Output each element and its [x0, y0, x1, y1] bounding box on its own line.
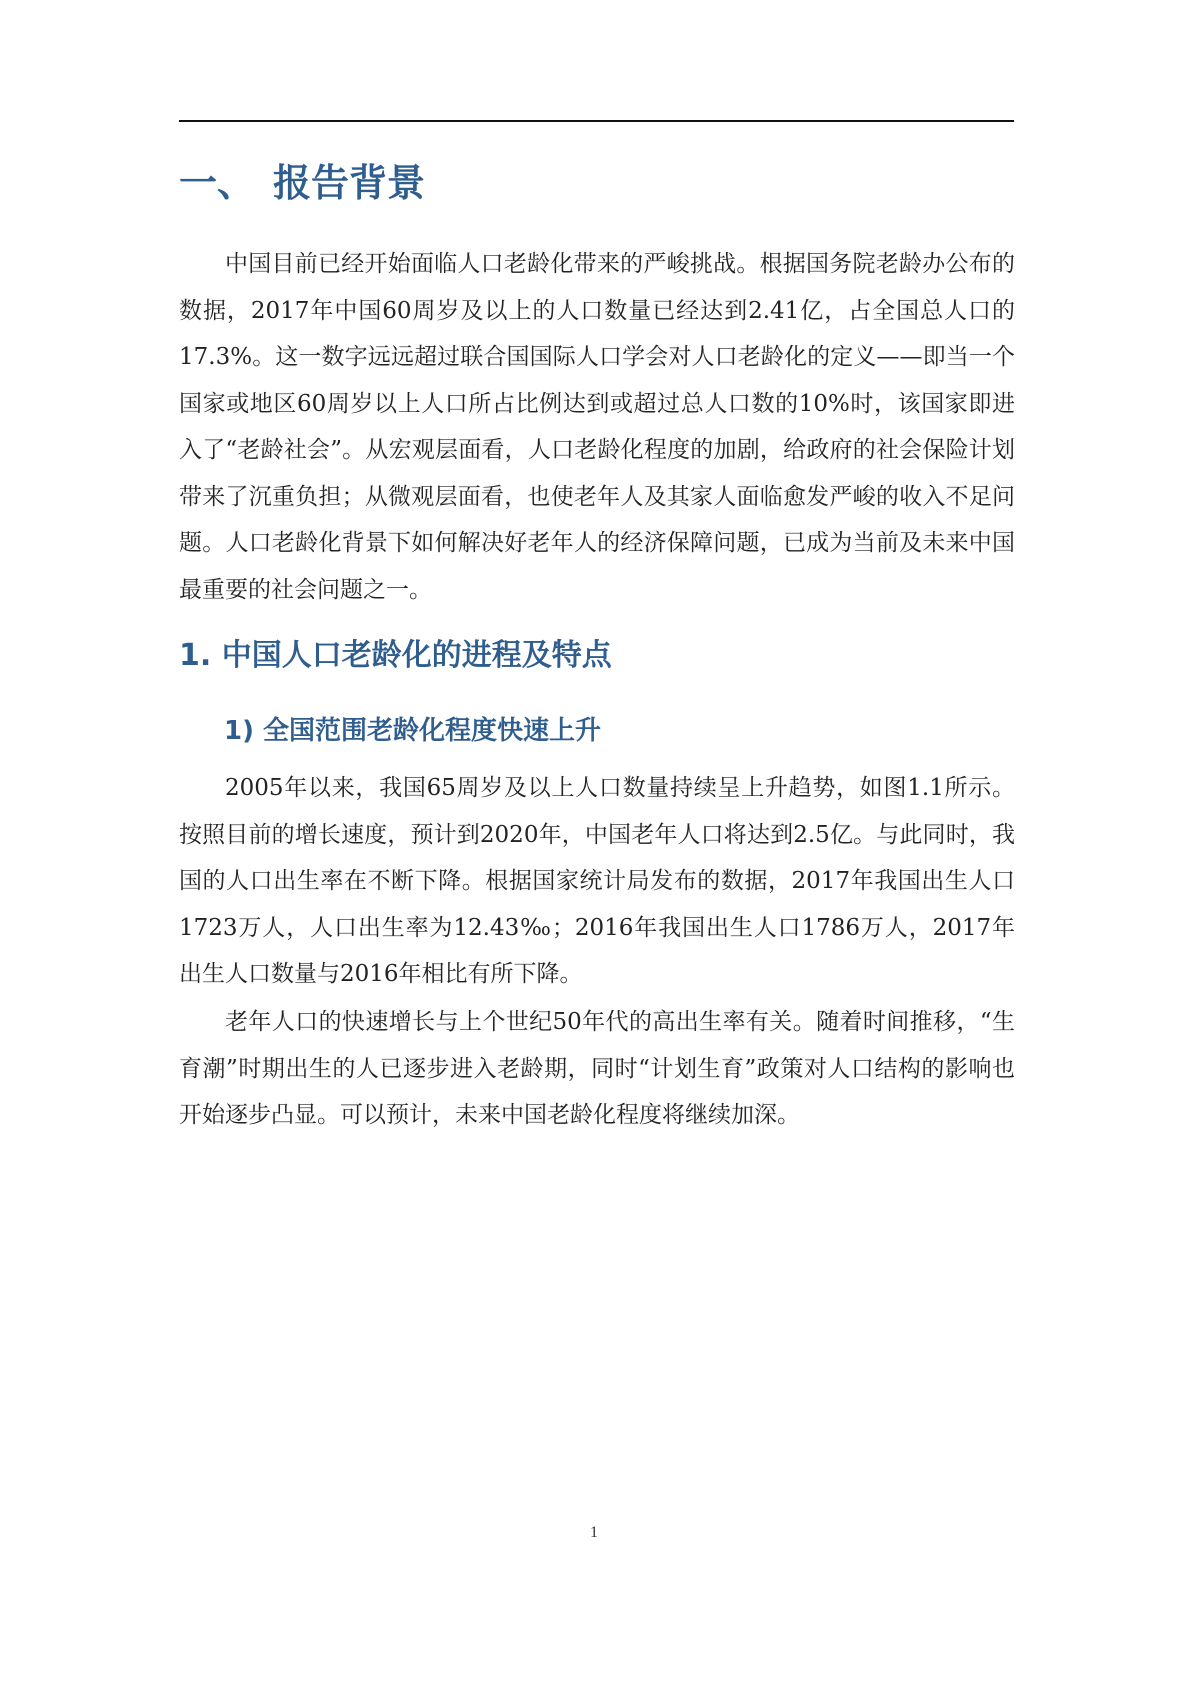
body-paragraph: 2005年以来，我国65周岁及以上人口数量持续呈上升趋势，如图1.1所示。按照目前的增长速度，预计到2020年，中国老年人口将达到2.5亿。与此同时，我国的人口出生率在不断下降。根据国家统计局发布的数据，2017年我国出生人口1723万人，人口出生率为12.43‰；2016年我国出生人口1786万人，2017年出生人口数量与2016年相比有所下降。 — [179, 775, 1015, 987]
subsection-heading: 1. 中国人口老龄化的进程及特点 — [179, 638, 612, 673]
header-rule — [179, 120, 1014, 122]
body-paragraph: 老年人口的快速增长与上个世纪50年代的高出生率有关。随着时间推移，“生育潮”时期出生的人已逐步进入老龄期，同时“计划生育”政策对人口结构的影响也开始逐步凸显。可以预计，未来中国老龄化程度将继续加深。 — [179, 1009, 1015, 1128]
section-title: 报告背景 — [273, 161, 426, 205]
subsubsection-heading: 1) 全国范围老龄化程度快速上升 — [224, 716, 602, 746]
intro-paragraph: 中国目前已经开始面临人口老龄化带来的严峻挑战。根据国务院老龄办公布的数据，2017年中国60周岁及以上的人口数量已经达到2.41亿，占全国总人口的17.3%。这一数字远远超过联合国国际人口学会对人口老龄化的定义——即当一个国家或地区60周岁以上人口所占比例达到或超过总人口数的10%时，该国家即进入了“老龄社会”。从宏观层面看，人口老龄化程度的加剧，给政府的社会保险计划带来了沉重负担；从微观层面看，也使老年人及其家人面临愈发严峻的收入不足问题。人口老龄化背景下如何解决好老年人的经济保障问题，已成为当前及未来中国最重要的社会问题之一。 — [179, 251, 1015, 603]
page-number: 1 — [590, 1524, 598, 1541]
section-number: 一、 — [179, 161, 256, 205]
section-heading — [179, 158, 425, 208]
